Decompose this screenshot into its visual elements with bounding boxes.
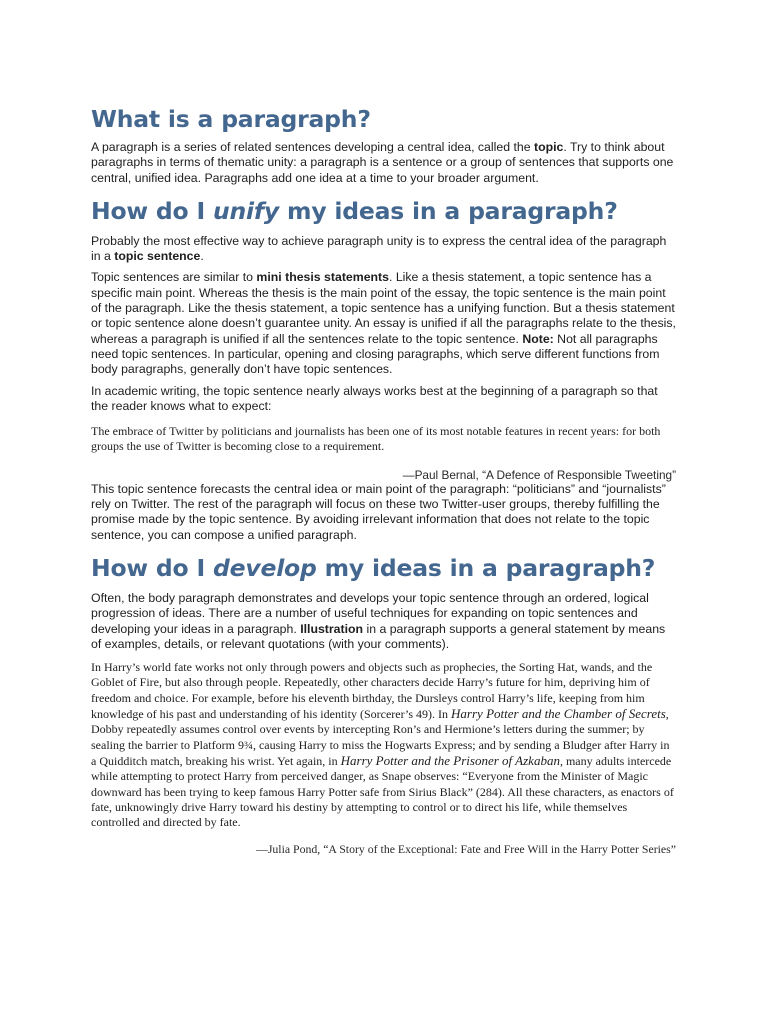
block-quote-twitter: The embrace of Twitter by politicians and journalists has been one of its most notable features in recent years: for both groups the use of Twitter is becoming close to a requirement. (91, 424, 661, 454)
quote-attribution-pond: —Julia Pond, “A Story of the Exceptional: Fate and Free Will in the Harry Potter Series” (256, 842, 676, 857)
heading-emphasis: unify (212, 196, 280, 225)
paragraph-unity-intro (91, 234, 676, 265)
heading-text: How do I (91, 553, 213, 582)
text-span: in a paragraph supports a general statement by means of examples, details, or relevant quotations (with your comments). (91, 621, 666, 651)
text-span: Topic sentences are similar to (91, 270, 257, 285)
text-span: , Dobby repeatedly assumes control over events by intercepting Ron’s and Hermione’s letters during the summer; by sealing the barrier to Platform 9¾, causing Harry to miss the Hogwarts Express; and by sending a Bludger after Harry in a Quidditch match, breaking his wrist. Yet again, in (91, 707, 670, 768)
heading-text: my ideas in a paragraph? (279, 196, 618, 225)
heading-text: How do I (91, 196, 213, 225)
text-span: In Harry’s world fate works not only through powers and objects such as prophecies, the Sorting Hat, wands, and the Goblet of Fire, but also through people. Repeatedly, other characters decide Harry’s future for him, depriving him of freedom and choice. For example, before his eleventh birthday, the Dursleys control Harry’s life, keeping from him knowledge of his past and understanding of his identity (Sorcerer’s 49). In (91, 660, 653, 722)
bold-term-mini-thesis: mini thesis statements (256, 270, 389, 285)
text-span: Probably the most effective way to achieve paragraph unity is to express the central idea of the paragraph in a (91, 233, 667, 264)
paragraph-topic-sentences (91, 270, 676, 377)
bold-term-topic: topic (533, 140, 564, 154)
text-span: , many adults intercede while attempting to protect Harry from perceived danger, as Snape observes: “Everyone from the Minister of Magic downward has been trying to keep famous Harry Potter safe from Sirius Black” (284). All these characters, as enactors of fate, unknowingly drive Harry toward his destiny by attempting to control or to direct his life, while themselves controlled and directed by fate. (91, 753, 674, 830)
bold-note-label: Note: (522, 331, 554, 346)
text-span: . Like a thesis statement, a topic sentence has a specific main point. Whereas the thesis is the main point of the essay, the topic sentence is the main point of the paragraph. Like the thesis statement, a topic sentence has a unifying function. But a thesis statement or topic sentence alone doesn’t guarantee unity. An essay is unified if all the paragraphs relate to the thesis, whereas a paragraph is unified if all the sentences relate to the topic sentence. (91, 270, 676, 346)
heading-unify-ideas (91, 196, 676, 226)
heading-what-is-paragraph: What is a paragraph? (91, 105, 371, 133)
paragraph-illustration (91, 591, 676, 652)
paragraph-topic-forecast: This topic sentence forecasts the central idea or main point of the paragraph: “politicians” and “journalists” rely on Twitter. The rest of the paragraph will focus on these two Twitter-user groups, thereby fulfilling the promise made by the topic sentence. By avoiding irrelevant information that does not relate to the topic sentence, you can compose a unified paragraph. (91, 481, 666, 542)
paragraph-definition (91, 140, 676, 186)
heading-text: my ideas in a paragraph? (316, 553, 656, 582)
heading-emphasis: develop (212, 553, 317, 582)
book-title-chamber: Harry Potter and the Chamber of Secrets (451, 706, 666, 722)
text-span: . Try to think about paragraphs in terms of thematic unity: a paragraph is a sentence or a group of sentences that supports one central, unified idea. Paragraphs add one idea at a time to your broader argument. (91, 140, 674, 185)
quote-attribution-bernal: —Paul Bernal, “A Defence of Responsible Tweeting” (402, 467, 676, 482)
paragraph-academic-writing: In academic writing, the topic sentence nearly always works best at the beginning of a paragraph so that the reader knows what to expect: (91, 383, 658, 413)
heading-develop-ideas (91, 553, 676, 583)
bold-term-topic-sentence: topic sentence (114, 249, 201, 264)
bold-term-illustration: Illustration (300, 621, 364, 636)
block-quote-harry-potter (91, 660, 676, 830)
text-span: Not all paragraphs need topic sentences. In particular, opening and closing paragraphs, which serve different functions from body paragraphs, generally don’t have topic sentences. (91, 331, 660, 377)
book-title-prisoner: Harry Potter and the Prisoner of Azkaban (340, 752, 560, 768)
text-span: Often, the body paragraph demonstrates and develops your topic sentence through an ordered, logical progression of ideas. There are a number of useful techniques for expanding on topic sentences and developing your ideas in a paragraph. (91, 590, 649, 636)
text-span: A paragraph is a series of related sentences developing a central idea, called the (91, 140, 534, 154)
text-span: . (200, 249, 204, 264)
